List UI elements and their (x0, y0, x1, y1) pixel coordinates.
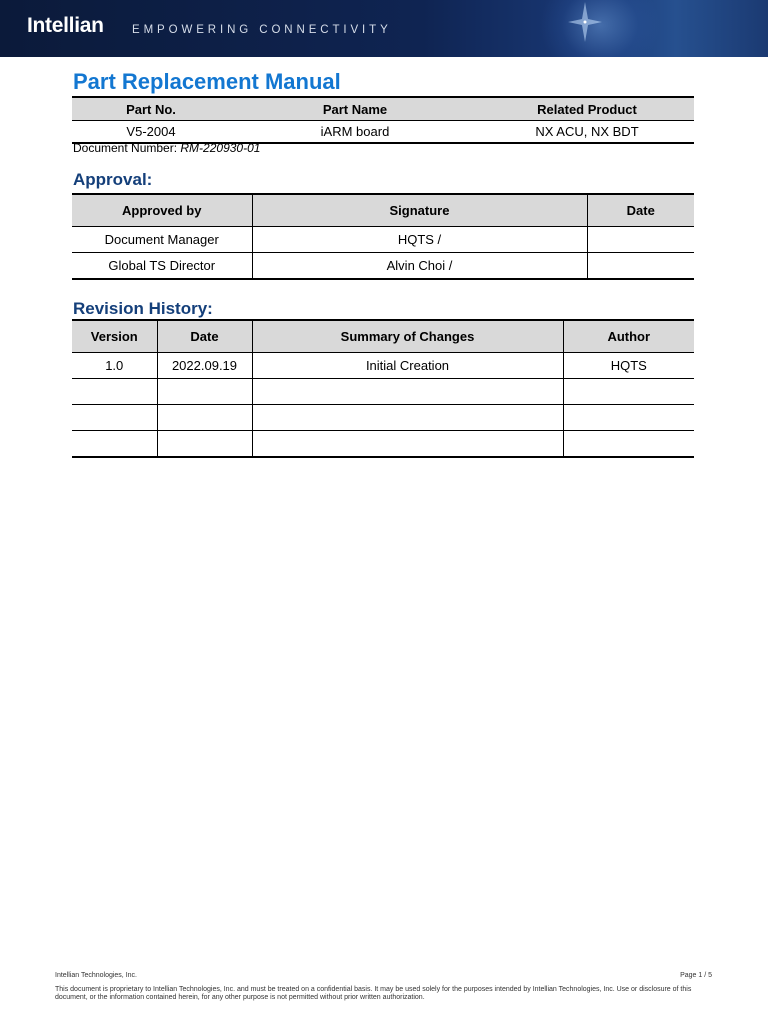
revision-history-heading: Revision History: (73, 299, 213, 318)
approval-heading: Approval: (73, 170, 153, 189)
revision-date (157, 379, 252, 405)
approval-date (587, 227, 694, 253)
revision-summary (252, 379, 563, 405)
column-header-date: Date (157, 320, 252, 353)
revision-date: 2022.09.19 (157, 353, 252, 379)
approval-date (587, 253, 694, 280)
brand-logo: Intellian (27, 14, 104, 37)
revision-version (72, 431, 157, 458)
revision-author (563, 405, 694, 431)
footer-company: Intellian Technologies, Inc. (55, 972, 137, 979)
revision-version (72, 379, 157, 405)
table-row (72, 253, 694, 280)
revision-summary (252, 431, 563, 458)
revision-version: 1.0 (72, 353, 157, 379)
column-header-signature: Signature (252, 194, 587, 227)
column-header-related-product: Related Product (480, 97, 694, 121)
table-row (72, 405, 694, 431)
approver-signature: Alvin Choi / (252, 253, 587, 280)
revision-version (72, 405, 157, 431)
document-number (73, 141, 260, 155)
revision-summary (252, 405, 563, 431)
table-row (72, 227, 694, 253)
part-name-value: iARM board (320, 124, 390, 139)
part-no-value: V5-2004 (126, 124, 176, 139)
table-row (72, 121, 694, 144)
revision-author (563, 379, 694, 405)
brand-tagline: EMPOWERING CONNECTIVITY (132, 24, 392, 36)
revision-history-table (72, 319, 694, 458)
column-header-version: Version (72, 320, 157, 353)
part-info-table (72, 96, 694, 144)
approver-role: Global TS Director (108, 258, 216, 273)
column-header-part-no: Part No. (72, 97, 230, 121)
column-header-author: Author (563, 320, 694, 353)
page-number: Page 1 / 5 (680, 972, 712, 979)
approver-signature: HQTS / (252, 227, 587, 253)
revision-date (157, 405, 252, 431)
revision-summary: Initial Creation (252, 353, 563, 379)
column-header-summary: Summary of Changes (252, 320, 563, 353)
table-row (72, 353, 694, 379)
revision-date (157, 431, 252, 458)
table-row (72, 431, 694, 458)
table-header-row (72, 97, 694, 121)
related-product-value: NX ACU, NX BDT (535, 124, 639, 139)
column-header-approved-by: Approved by (72, 194, 252, 227)
header-banner (0, 0, 768, 57)
confidentiality-notice: This document is proprietary to Intellian Technologies, Inc. and must be treated on a confidential basis. It may be used solely for the purposes intended by Intellian Technologies, Inc. Use or disclosure of this document, or the information contained herein, for any other purpose is not permitted without prior written authorization. (55, 986, 692, 1001)
table-row (72, 379, 694, 405)
page-title: Part Replacement Manual (73, 69, 341, 94)
sparkle-icon (568, 2, 602, 42)
table-header-row (72, 320, 694, 353)
approval-table (72, 193, 694, 280)
revision-author (563, 431, 694, 458)
document-number-value: RM-220930-01 (180, 141, 261, 155)
column-header-part-name: Part Name (230, 97, 480, 121)
approver-role: Document Manager (72, 227, 252, 253)
revision-author: HQTS (563, 353, 694, 379)
table-header-row (72, 194, 694, 227)
column-header-date: Date (587, 194, 694, 227)
document-number-label: Document Number: (73, 141, 178, 155)
